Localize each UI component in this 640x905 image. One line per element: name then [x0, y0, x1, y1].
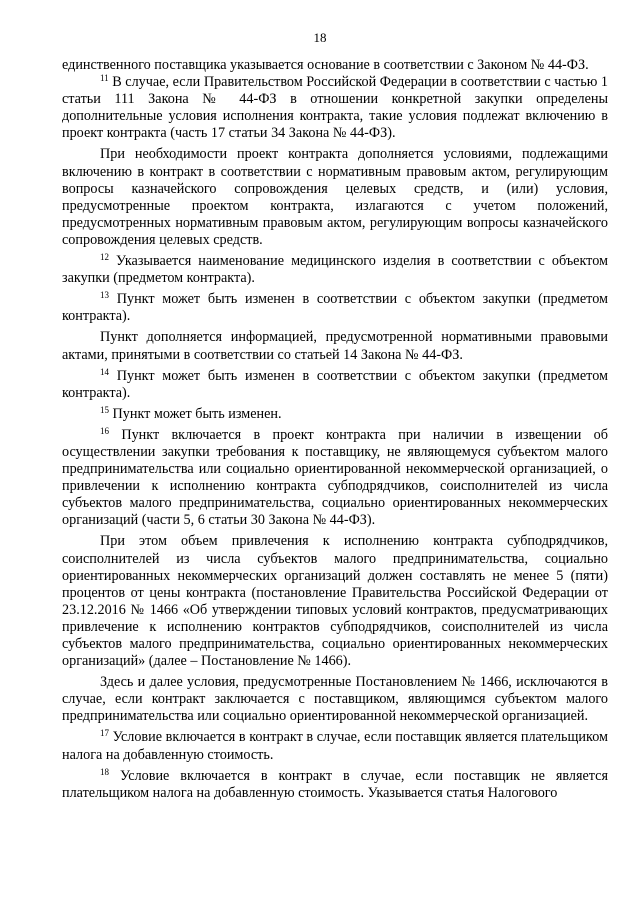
paragraph-text: При этом объем привлечения к исполнению контракта субподрядчиков, соисполнителей из числа субъектов малого предпринимательства, социально ориентированных некоммерческих организаций должен составлять не менее 5 (пяти) процентов от цены контракта (постановление Правительства Российской Федерации от 23.12.2016 № 1466 «Об утверждении типовых условий контрактов, предусматривающих привлечение к исполнению контрактов субподрядчиков, соисполнителей из числа субъектов малого предпринимательства, социально ориентированных некоммерческих организаций» (далее – Постановление № 1466).	[62, 533, 608, 670]
footnote-13	[62, 291, 608, 325]
paragraph-text: При необходимости проект контракта дополняется условиями, подлежащими включению в контракт в соответствии с нормативным правовым актом, регулирующим вопросы казначейского сопровождения целевых средств, и (или) условия, предусмотренные проектом контракта, излагаются с учетом положений, предусмотренных нормативным правовым актом, регулирующим вопросы казначейского сопровождения целевых средств.	[62, 146, 608, 248]
paragraph-continuation	[62, 57, 608, 74]
footnote-marker: 18	[100, 766, 109, 777]
paragraph-text: Пункт дополняется информацией, предусмотренной нормативными правовыми актами, принятыми в соответствии со статьей 14 Закона № 44-ФЗ.	[62, 329, 608, 363]
footnote-18	[62, 768, 608, 802]
footnote-12	[62, 253, 608, 287]
paragraph-subcontractor-volume	[62, 533, 608, 670]
paragraph-text: единственного поставщика указывается основание в соответствии с Законом № 44-ФЗ.	[62, 57, 589, 73]
footnote-text: Пункт может быть изменен.	[109, 405, 282, 422]
footnote-text: Пункт включается в проект контракта при наличии в извещении об осуществлении закупки требования к поставщику, не являющемуся субъектом малого предпринимательства или социально ориентированной некоммерческой организацией, о привлечении к исполнению контракта субподрядчиков, соисполнителей из числа субъектов малого предпринимательства, социально ориентированных некоммерческих организаций (части 5, 6 статьи 30 Закона № 44-ФЗ).	[62, 426, 608, 529]
footnote-marker: 14	[100, 366, 109, 377]
document-body	[62, 57, 608, 802]
footnote-text: Указывается наименование медицинского изделия в соответствии с объектом закупки (предметом контракта).	[62, 253, 608, 287]
footnote-marker: 17	[100, 728, 109, 739]
footnote-text: В случае, если Правительством Российской Федерации в соответствии с частью 1 статьи 111 Закона № 44-ФЗ в отношении конкретной закупки определены дополнительные условия исполнения контракта, такие условия подлежат включению в проект контракта (часть 17 статьи 34 Закона № 44-ФЗ).	[62, 74, 608, 142]
footnote-text: Условие включается в контракт в случае, если поставщик является плательщиком налога на добавленную стоимость.	[62, 729, 608, 763]
footnote-text: Пункт может быть изменен в соответствии с объектом закупки (предметом контракта).	[62, 291, 608, 325]
footnote-marker: 11	[100, 73, 109, 84]
paragraph-exclusion	[62, 674, 608, 725]
footnote-marker: 13	[100, 290, 109, 301]
footnote-15	[62, 406, 608, 423]
footnote-text: Пункт может быть изменен в соответствии с объектом закупки (предметом контракта).	[62, 367, 608, 401]
footnote-marker: 16	[100, 425, 109, 436]
footnote-text: Условие включается в контракт в случае, если поставщик не является плательщиком налога на добавленную стоимость. Указывается статья Налогового	[62, 767, 608, 801]
footnote-marker: 12	[100, 252, 109, 263]
footnote-14	[62, 368, 608, 402]
page-number: 18	[313, 30, 327, 45]
footnote-11	[62, 74, 608, 142]
footnote-17	[62, 729, 608, 763]
footnote-16	[62, 427, 608, 530]
paragraph-text: Здесь и далее условия, предусмотренные Постановлением № 1466, исключаются в случае, если контракт заключается с поставщиком, являющимся субъектом малого предпринимательства или социально ориентированной некоммерческой организацией.	[62, 674, 608, 725]
paragraph-treasury-support	[62, 146, 608, 249]
paragraph-article-14	[62, 329, 608, 363]
footnote-marker: 15	[100, 404, 109, 415]
